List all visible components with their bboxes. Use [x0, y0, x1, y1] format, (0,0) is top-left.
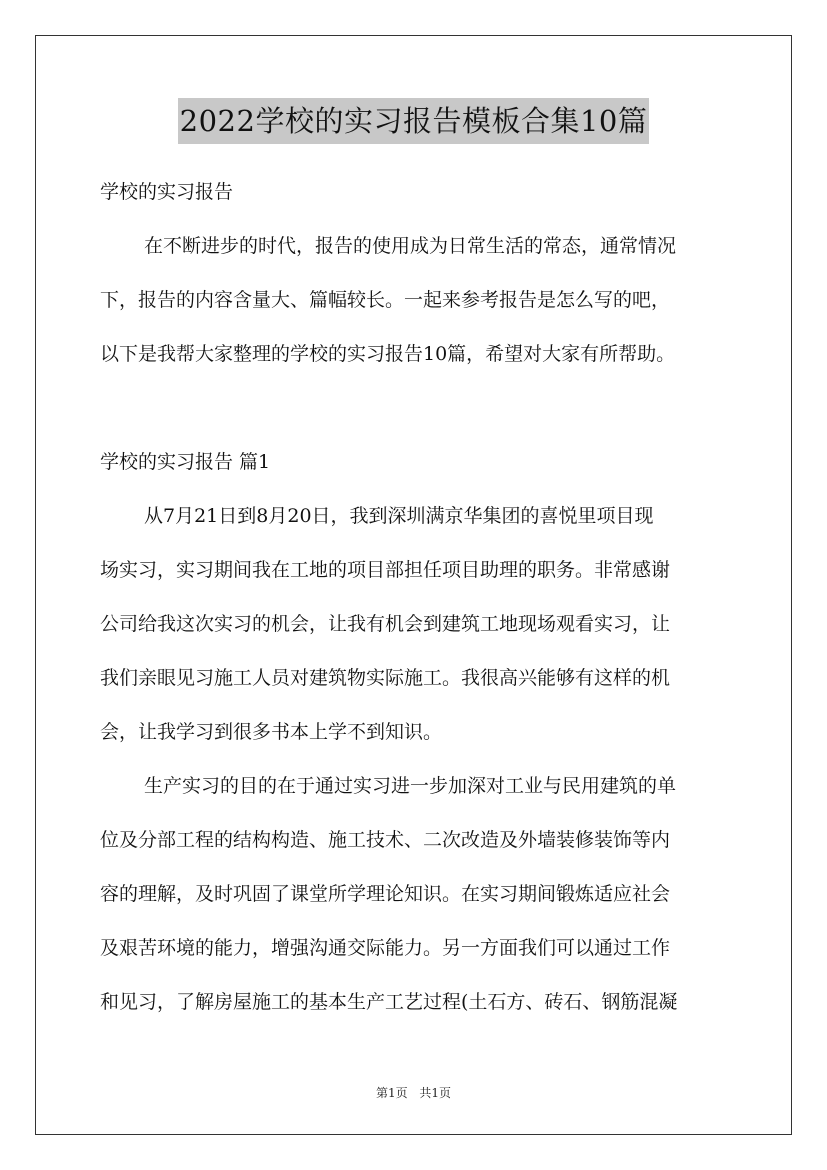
paragraph-line: 容的理解，及时巩固了课堂所学理论知识。在实习期间锻炼适应社会 [100, 883, 671, 905]
page-footer [0, 1084, 827, 1101]
paragraph-line: 及艰苦环境的能力，增强沟通交际能力。另一方面我们可以通过工作 [100, 937, 671, 959]
paragraph-line: 位及分部工程的结构构造、施工技术、二次改造及外墙装修装饰等内 [100, 829, 671, 851]
paragraph-line: 会，让我学习到很多书本上学不到知识。 [100, 721, 443, 743]
intro-line: 下，报告的内容含量大、篇幅较长。一起来参考报告是怎么写的吧， [100, 289, 671, 311]
paragraph-line: 场实习，实习期间我在工地的项目部担任项目助理的职务。非常感谢 [100, 559, 671, 581]
document-title [0, 98, 827, 144]
paragraph-line: 公司给我这次实习的机会，让我有机会到建筑工地现场观看实习，让 [100, 613, 671, 635]
section-heading: 学校的实习报告 篇1 [100, 451, 271, 473]
document-body [100, 165, 732, 1029]
paragraph-line: 我们亲眼见习施工人员对建筑物实际施工。我很高兴能够有这样的机 [100, 667, 671, 689]
document-title-text: 2022学校的实习报告模板合集10篇 [178, 98, 650, 144]
page-number: 第1页 [375, 1086, 408, 1100]
intro-line: 以下是我帮大家整理的学校的实习报告10篇，希望对大家有所帮助。 [100, 343, 676, 365]
intro-line: 在不断进步的时代，报告的使用成为日常生活的常态，通常情况 [144, 235, 677, 257]
page-total: 共1页 [419, 1086, 452, 1100]
paragraph-line: 从7月21日到8月20日，我到深圳满京华集团的喜悦里项目现 [144, 505, 654, 527]
intro-heading: 学校的实习报告 [100, 181, 234, 203]
paragraph-line: 生产实习的目的在于通过实习进一步加深对工业与民用建筑的单 [144, 775, 677, 797]
paragraph-line: 和见习，了解房屋施工的基本生产工艺过程(土石方、砖石、钢筋混凝 [100, 991, 678, 1013]
paragraph-spacer [100, 381, 732, 435]
